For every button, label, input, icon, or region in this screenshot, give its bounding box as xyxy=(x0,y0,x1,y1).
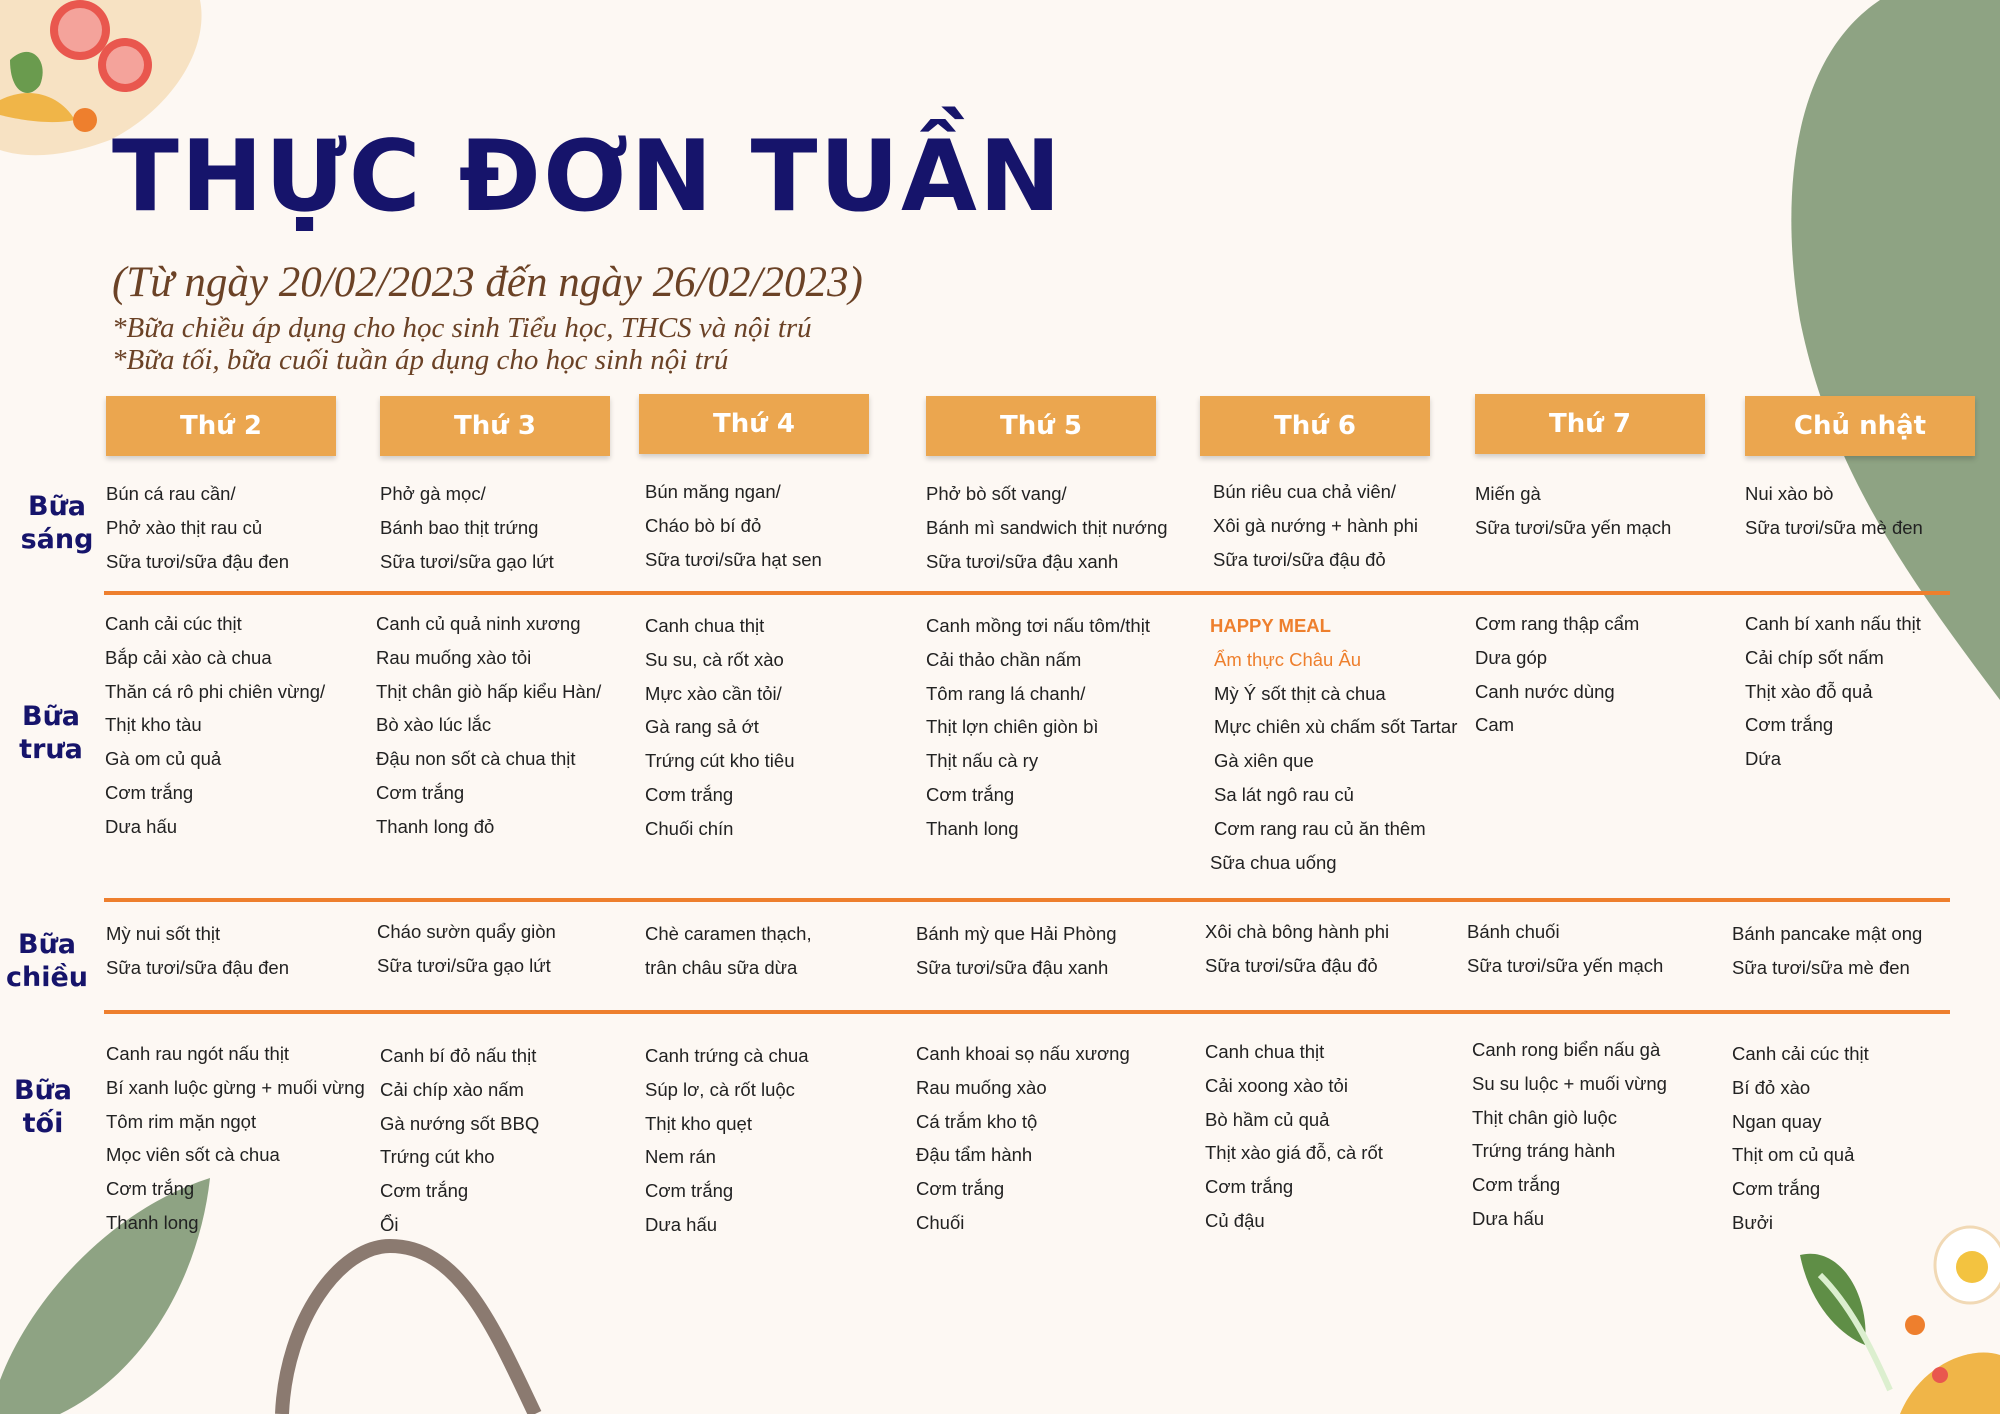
menu-item: Canh nước dùng xyxy=(1475,680,1615,702)
menu-cell-afternoon-thursday xyxy=(916,917,1117,985)
separator-line xyxy=(104,591,1950,595)
menu-item-highlight: Ẩm thực Châu Âu xyxy=(1214,648,1362,670)
menu-item: Bún cá rau cần/ xyxy=(106,483,236,504)
menu-cell-lunch-monday xyxy=(105,607,325,844)
separator-line xyxy=(104,1010,1950,1014)
menu-item: Sữa tươi/sữa đậu đỏ xyxy=(1213,548,1386,570)
menu-item: Cháo bò bí đỏ xyxy=(645,514,762,536)
menu-item: Thịt chân giò hấp kiểu Hàn/ xyxy=(376,680,602,702)
menu-item: Thanh long đỏ xyxy=(376,815,495,837)
menu-item: Cơm rang thập cẩm xyxy=(1475,613,1640,634)
menu-item: Phở bò sốt vang/ xyxy=(926,483,1067,504)
happy-meal-label: HAPPY MEAL xyxy=(1210,615,1331,636)
menu-item: Sữa tươi/sữa mè đen xyxy=(1745,516,1923,538)
menu-item: Chuối xyxy=(916,1211,965,1233)
menu-cell-dinner-sunday xyxy=(1732,1037,1869,1240)
menu-item: Bánh bao thịt trứng xyxy=(380,516,539,538)
meal-label-afternoon: Bữa chiều xyxy=(5,929,88,993)
day-header-sunday: Chủ nhật xyxy=(1745,396,1975,456)
menu-cell-afternoon-friday xyxy=(1205,915,1389,983)
note-evening: *Bữa tối, bữa cuối tuần áp dụng cho học sinh nội trú xyxy=(112,344,729,376)
menu-item: Thịt xào giá đỗ, cà rốt xyxy=(1205,1142,1383,1164)
menu-item: Sữa tươi/sữa yến mạch xyxy=(1467,954,1664,976)
menu-item: Trứng cút kho xyxy=(380,1146,495,1168)
menu-item: Ngan quay xyxy=(1732,1110,1822,1132)
menu-item: Dưa hấu xyxy=(1472,1207,1545,1229)
menu-item: Bánh chuối xyxy=(1467,921,1560,942)
menu-item: Thanh long xyxy=(926,817,1019,839)
menu-item: Mỳ Ý sốt thịt cà chua xyxy=(1214,682,1386,704)
menu-item: Cơm trắng xyxy=(645,783,734,805)
menu-item: Gà om củ quả xyxy=(105,748,222,770)
menu-cell-afternoon-saturday xyxy=(1467,915,1663,983)
menu-item: Su su luộc + muối vừng xyxy=(1472,1072,1667,1094)
menu-item: Nem rán xyxy=(645,1146,716,1168)
menu-item: Canh chua thịt xyxy=(645,615,765,636)
menu-item: Gà nướng sốt BBQ xyxy=(380,1112,540,1134)
menu-cell-lunch-friday xyxy=(1210,609,1457,879)
menu-item: Cơm trắng xyxy=(1732,1178,1821,1200)
menu-item: Nui xào bò xyxy=(1745,483,1834,504)
menu-item: Canh cải cúc thịt xyxy=(1732,1043,1869,1064)
menu-item: Cơm trắng xyxy=(1745,714,1834,736)
menu-item: Canh bí xanh nấu thịt xyxy=(1745,613,1921,634)
menu-cell-lunch-thursday xyxy=(926,609,1150,846)
menu-cell-breakfast-friday xyxy=(1213,475,1418,576)
menu-item: Cơm trắng xyxy=(1205,1176,1294,1198)
menu-item: Sữa tươi/sữa gạo lứt xyxy=(380,550,554,572)
menu-item: Bánh mỳ que Hải Phòng xyxy=(916,923,1117,944)
menu-item: Sa lát ngô rau củ xyxy=(1214,783,1354,805)
menu-item: Gà xiên que xyxy=(1214,750,1314,772)
menu-item: Sữa tươi/sữa đậu đen xyxy=(106,956,289,978)
menu-item: Canh mồng tơi nấu tôm/thịt xyxy=(926,615,1150,636)
menu-item: Đậu tẩm hành xyxy=(916,1144,1033,1166)
menu-item: Bưởi xyxy=(1732,1211,1773,1233)
menu-item: Gà rang sả ớt xyxy=(645,716,759,738)
food-illustration-bottom-right xyxy=(1780,1215,2000,1414)
menu-item: Rau muống xào tỏi xyxy=(376,646,532,668)
menu-item: Bánh mì sandwich thịt nướng xyxy=(926,516,1168,538)
menu-item: Cải xoong xào tỏi xyxy=(1205,1074,1348,1096)
menu-cell-afternoon-monday xyxy=(106,917,289,985)
menu-cell-lunch-wednesday xyxy=(645,609,795,846)
menu-item: Thịt nấu cà ry xyxy=(926,750,1039,772)
menu-cell-dinner-wednesday xyxy=(645,1039,809,1242)
menu-item: Cam xyxy=(1475,714,1515,736)
menu-cell-dinner-tuesday xyxy=(380,1039,539,1242)
menu-item: Súp lơ, cà rốt luộc xyxy=(645,1078,795,1100)
menu-item: Ổi xyxy=(380,1213,399,1235)
menu-item: Canh cải cúc thịt xyxy=(105,613,242,634)
menu-item: Cải chíp sốt nấm xyxy=(1745,646,1884,668)
menu-item: Canh củ quả ninh xương xyxy=(376,613,581,634)
menu-item: Chuối chín xyxy=(645,817,734,839)
menu-item: trân châu sữa dừa xyxy=(645,956,798,978)
menu-item: Bí đỏ xào xyxy=(1732,1076,1811,1098)
menu-item: Cá trắm kho tộ xyxy=(916,1110,1038,1132)
menu-item: Bắp cải xào cà chua xyxy=(105,646,272,668)
menu-item: Cơm rang rau củ ăn thêm xyxy=(1214,817,1426,839)
menu-item: Canh khoai sọ nấu xương xyxy=(916,1043,1130,1064)
menu-cell-dinner-monday xyxy=(106,1037,365,1240)
menu-item: Cơm trắng xyxy=(380,1180,469,1202)
menu-item: Canh bí đỏ nấu thịt xyxy=(380,1045,537,1066)
menu-item: Cơm trắng xyxy=(106,1178,195,1200)
day-header-thursday: Thứ 5 xyxy=(926,396,1156,456)
menu-item: Bò xào lúc lắc xyxy=(376,714,492,736)
menu-item: Dứa xyxy=(1745,748,1782,770)
note-afternoon: *Bữa chiều áp dụng cho học sinh Tiểu học, THCS và nội trú xyxy=(112,312,812,344)
menu-cell-afternoon-wednesday xyxy=(645,917,812,985)
menu-item: Sữa tươi/sữa mè đen xyxy=(1732,956,1910,978)
menu-item: Củ đậu xyxy=(1205,1209,1265,1231)
day-header-friday: Thứ 6 xyxy=(1200,396,1430,456)
menu-cell-afternoon-tuesday xyxy=(377,915,556,983)
menu-item: Thịt kho quẹt xyxy=(645,1112,752,1134)
day-header-wednesday: Thứ 4 xyxy=(639,394,869,454)
menu-item: Canh rau ngót nấu thịt xyxy=(106,1043,290,1064)
menu-cell-dinner-friday xyxy=(1205,1035,1383,1238)
menu-item: Chè caramen thạch, xyxy=(645,923,812,944)
menu-item: Mực xào cần tỏi/ xyxy=(645,682,782,704)
menu-cell-afternoon-sunday xyxy=(1732,917,1922,985)
menu-item: Cơm trắng xyxy=(916,1178,1005,1200)
menu-item: Cơm trắng xyxy=(376,781,465,803)
menu-item: Tôm rim mặn ngọt xyxy=(106,1110,257,1132)
menu-item: Thanh long xyxy=(106,1211,199,1233)
menu-cell-breakfast-monday xyxy=(106,477,289,578)
menu-item: Sữa tươi/sữa đậu đen xyxy=(106,550,289,572)
menu-item: Mọc viên sốt cà chua xyxy=(106,1144,280,1166)
arch-decoration xyxy=(260,1220,560,1414)
menu-item: Cơm trắng xyxy=(1472,1174,1561,1196)
meal-label-breakfast: Bữa sáng xyxy=(20,491,94,555)
menu-item: Mực chiên xù chấm sốt Tartar xyxy=(1214,716,1458,738)
meal-label-lunch: Bữa trưa xyxy=(19,701,83,765)
menu-item: Trứng cút kho tiêu xyxy=(645,750,795,772)
menu-item: Thịt lợn chiên giòn bì xyxy=(926,716,1099,738)
menu-cell-lunch-saturday xyxy=(1475,607,1639,742)
menu-item: Phở gà mọc/ xyxy=(380,483,486,504)
menu-item: Sữa tươi/sữa đậu xanh xyxy=(916,956,1109,978)
menu-item: Sữa chua uống xyxy=(1210,851,1337,873)
menu-cell-breakfast-wednesday xyxy=(645,475,822,576)
menu-item: Miến gà xyxy=(1475,483,1541,504)
menu-item: Cải thảo chần nấm xyxy=(926,648,1082,670)
menu-item: Thịt xào đỗ quả xyxy=(1745,680,1873,702)
menu-item: Su su, cà rốt xào xyxy=(645,648,784,670)
menu-item: Trứng tráng hành xyxy=(1472,1140,1616,1162)
menu-item: Canh chua thịt xyxy=(1205,1041,1325,1062)
menu-item: Xôi chà bông hành phi xyxy=(1205,921,1390,942)
menu-item: Cải chíp xào nấm xyxy=(380,1078,524,1100)
menu-item: Dưa góp xyxy=(1475,646,1548,668)
menu-item: Thịt chân giò luộc xyxy=(1472,1106,1618,1128)
menu-item: Sữa tươi/sữa đậu xanh xyxy=(926,550,1119,572)
day-header-monday: Thứ 2 xyxy=(106,396,336,456)
menu-cell-breakfast-saturday xyxy=(1475,477,1671,545)
menu-item: Sữa tươi/sữa đậu đỏ xyxy=(1205,954,1378,976)
meal-label-dinner: Bữa tối xyxy=(13,1075,73,1139)
menu-item: Bí xanh luộc gừng + muối vừng xyxy=(106,1076,365,1098)
menu-item: Canh rong biển nấu gà xyxy=(1472,1039,1661,1060)
menu-cell-breakfast-tuesday xyxy=(380,477,554,578)
menu-item: Phở xào thịt rau củ xyxy=(106,516,263,538)
menu-item: Thịt om củ quả xyxy=(1732,1144,1855,1166)
day-header-tuesday: Thứ 3 xyxy=(380,396,610,456)
menu-item: Rau muống xào xyxy=(916,1076,1047,1098)
menu-item: Dưa hấu xyxy=(105,815,178,837)
menu-item: Dưa hấu xyxy=(645,1213,718,1235)
menu-item: Cơm trắng xyxy=(926,783,1015,805)
menu-item: Thịt kho tàu xyxy=(105,714,202,736)
menu-item: Sữa tươi/sữa gạo lứt xyxy=(377,954,551,976)
menu-item: Đậu non sốt cà chua thịt xyxy=(376,748,576,770)
menu-cell-lunch-tuesday xyxy=(376,607,601,844)
menu-item: Bò hầm củ quả xyxy=(1205,1108,1330,1130)
menu-item: Cơm trắng xyxy=(105,781,194,803)
day-header-saturday: Thứ 7 xyxy=(1475,394,1705,454)
menu-cell-breakfast-sunday xyxy=(1745,477,1923,545)
menu-item: Cơm trắng xyxy=(645,1180,734,1202)
menu-item: Xôi gà nướng + hành phi xyxy=(1213,514,1419,536)
date-range: (Từ ngày 20/02/2023 đến ngày 26/02/2023) xyxy=(112,259,863,306)
menu-item: Sữa tươi/sữa yến mạch xyxy=(1475,516,1672,538)
menu-item: Cháo sườn quẩy giòn xyxy=(377,921,556,942)
menu-cell-dinner-thursday xyxy=(916,1037,1130,1240)
menu-item: Bún măng ngan/ xyxy=(645,481,781,502)
separator-line xyxy=(104,898,1950,902)
menu-item: Bánh pancake mật ong xyxy=(1732,923,1923,944)
menu-item: Canh trứng cà chua xyxy=(645,1045,809,1066)
menu-cell-dinner-saturday xyxy=(1472,1033,1667,1236)
page-title: THỰC ĐƠN TUẦN xyxy=(112,120,1063,234)
menu-cell-lunch-sunday xyxy=(1745,607,1921,776)
menu-item: Thăn cá rô phi chiên vừng/ xyxy=(105,680,326,702)
menu-item: Mỳ nui sốt thịt xyxy=(106,923,221,944)
menu-item: Sữa tươi/sữa hạt sen xyxy=(645,548,822,570)
menu-cell-breakfast-thursday xyxy=(926,477,1168,578)
menu-item: Bún riêu cua chả viên/ xyxy=(1213,481,1397,502)
menu-item: Tôm rang lá chanh/ xyxy=(926,682,1086,704)
